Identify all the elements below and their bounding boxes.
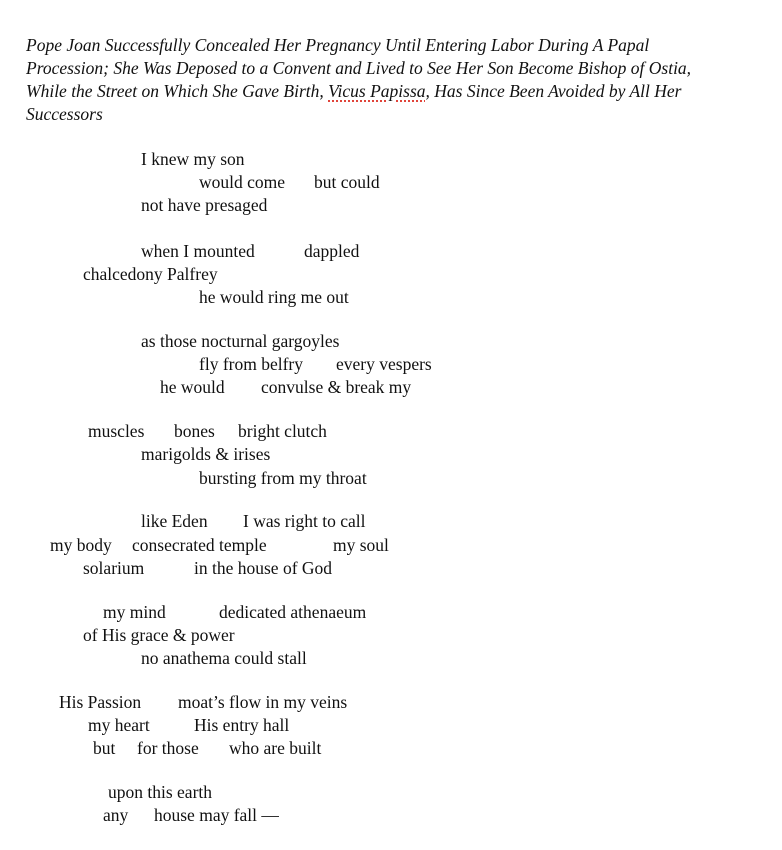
poem-fragment: bursting from my throat	[199, 468, 367, 488]
misspelled-word-vicus-papissa[interactable]: Vicus Papissa	[328, 81, 426, 101]
poem-fragment: chalcedony Palfrey	[83, 264, 218, 284]
poem-fragment: would come	[199, 172, 286, 192]
poem-fragment: he would	[160, 377, 225, 397]
poem-fragment: my body	[50, 535, 112, 555]
poem-fragment: His Passion	[59, 692, 142, 712]
poem-fragment: as those nocturnal gargoyles	[141, 331, 340, 351]
title-line-3	[26, 80, 766, 103]
poem-fragment: but	[93, 738, 116, 758]
poem-fragment: when I mounted	[141, 241, 255, 261]
title-line-2: Procession; She Was Deposed to a Convent and Lived to See Her Son Become Bishop of Ostia,	[26, 58, 692, 78]
poem-fragment: fly from belfry	[199, 354, 303, 374]
poem-fragment: who are built	[229, 738, 322, 758]
poem-fragment: my soul	[333, 535, 389, 555]
title-line-1: Pope Joan Successfully Concealed Her Pregnancy Until Entering Labor During A Papal	[26, 35, 650, 55]
poem-fragment: consecrated temple	[132, 535, 267, 555]
title-line-3-end: , Has Since Been Avoided by All Her	[425, 81, 682, 101]
poem-fragment: any	[103, 805, 129, 825]
title-line-4: Successors	[26, 104, 103, 124]
poem-fragment: he would ring me out	[199, 287, 349, 307]
poem-fragment: not have presaged	[141, 195, 268, 215]
title-line-3-start: While the Street on Which She Gave Birth,	[26, 81, 329, 101]
poem-fragment: convulse & break my	[261, 377, 412, 397]
poem-fragment: like Eden	[141, 511, 208, 531]
poem-fragment: but could	[314, 172, 380, 192]
poem-fragment: no anathema could stall	[141, 648, 307, 668]
poem-fragment: bones	[174, 421, 215, 441]
poem-fragment: marigolds & irises	[141, 444, 271, 464]
poem-fragment: in the house of God	[194, 558, 333, 578]
poem-fragment: I was right to call	[243, 511, 366, 531]
poem-fragment: my heart	[88, 715, 150, 735]
poem-title	[26, 34, 766, 126]
poem-fragment: dappled	[304, 241, 360, 261]
poem-fragment: of His grace & power	[83, 625, 235, 645]
poem-fragment: for those	[137, 738, 199, 758]
poem-fragment: I knew my son	[141, 149, 245, 169]
poem-fragment: solarium	[83, 558, 145, 578]
poem-fragment: my mind	[103, 602, 166, 622]
poem-fragment: His entry hall	[194, 715, 290, 735]
poem-fragment: muscles	[88, 421, 145, 441]
poem-fragment: house may fall —	[154, 805, 279, 825]
poem-fragment: dedicated athenaeum	[219, 602, 367, 622]
poem-fragment: every vespers	[336, 354, 432, 374]
poem-fragment: upon this earth	[108, 782, 213, 802]
poem-fragment: moat’s flow in my veins	[178, 692, 348, 712]
poem-fragment: bright clutch	[238, 421, 327, 441]
